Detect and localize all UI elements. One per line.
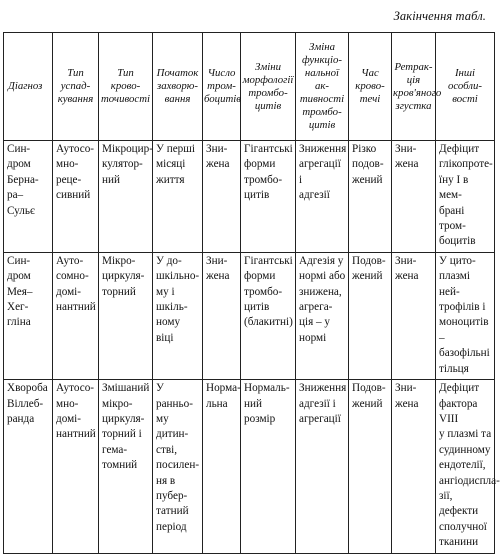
cell-bleeding-time: Подов- жений xyxy=(349,380,392,553)
cell-platelet-count: Зни- жена xyxy=(203,141,241,253)
header-other-features: Інші особли- вості xyxy=(436,33,495,141)
cell-platelet-count: Норма- льна xyxy=(203,380,241,553)
header-clot-retraction: Ретрак- ція кров'яного згустка xyxy=(392,33,436,141)
header-disease-onset: Початок захворю- вання xyxy=(153,33,203,141)
cell-other-features: Дефіцит глікопроте- їну І в мем- брані тром- боцитів xyxy=(436,141,495,253)
cell-clot-retraction: Зни- жена xyxy=(392,252,436,379)
cell-platelet-function: Адгезія у нормі або знижена, агрега- ція – у нормі xyxy=(296,252,349,379)
cell-bleeding-time: Подов- жений xyxy=(349,252,392,379)
table-continuation-caption: Закінчення табл. xyxy=(393,9,486,23)
cell-disease-onset: У перші місяці життя xyxy=(153,141,203,253)
cell-inheritance-type: Аутосо- мно-домі- нантний xyxy=(53,380,99,553)
cell-bleeding-type: Мікро- циркуля- торний xyxy=(99,252,153,379)
cell-platelet-morphology: Гігантські форми тромбо- цитів (блакитні) xyxy=(241,252,296,379)
cell-disease-onset: У ранньо- му дитин- стві, посилен- ня в пубер- татний період xyxy=(153,380,203,553)
cell-other-features: Дефіцит фактора VIII у плазмі та судинному ендотелії, ангіодиспла- зії, дефекти сполучної тканини xyxy=(436,380,495,553)
table-row xyxy=(4,380,495,553)
cell-diagnosis: Хвороба Віллеб- ранда xyxy=(4,380,53,553)
table-header-row xyxy=(4,33,495,141)
cell-clot-retraction: Зни- жена xyxy=(392,141,436,253)
cell-bleeding-type: Змішаний мікро- циркуля- торний і гема- томний xyxy=(99,380,153,553)
header-bleeding-type: Тип крово- точивості xyxy=(99,33,153,141)
cell-diagnosis: Син- дром Мея– Хег- гліна xyxy=(4,252,53,379)
cell-diagnosis: Син- дром Берна- ра– Сульє xyxy=(4,141,53,253)
header-platelet-morphology: Зміни морфології тромбо- цитів xyxy=(241,33,296,141)
header-platelet-count: Число тром- боцитів xyxy=(203,33,241,141)
table-row xyxy=(4,252,495,379)
cell-platelet-function: Зниження адгезії і агрегації xyxy=(296,380,349,553)
header-inheritance-type: Тип успад- кування xyxy=(53,33,99,141)
cell-inheritance-type: Ауто- сомно- домі- нантний xyxy=(53,252,99,379)
cell-clot-retraction: Зни- жена xyxy=(392,380,436,553)
cell-platelet-morphology: Гігантські форми тромбо- цитів xyxy=(241,141,296,253)
cell-platelet-morphology: Нормаль- ний розмір xyxy=(241,380,296,553)
table-row xyxy=(4,141,495,253)
cell-bleeding-type: Мікроцир- кулятор- ний xyxy=(99,141,153,253)
cell-disease-onset: У до- шкільно- му і шкіль- ному віці xyxy=(153,252,203,379)
cell-inheritance-type: Аутосо- мно-реце- сивний xyxy=(53,141,99,253)
platelet-disorders-table xyxy=(3,32,500,554)
cell-platelet-function: Зниження агрегації і адгезії xyxy=(296,141,349,253)
header-platelet-function: Зміна функціо- нальної ак- тивності тромбо- цитів xyxy=(296,33,349,141)
cell-other-features: У цито- плазмі ней- трофілів і моноцитів – базофільні тільця xyxy=(436,252,495,379)
cell-bleeding-time: Різко подов- жений xyxy=(349,141,392,253)
header-bleeding-time: Час крово- течі xyxy=(349,33,392,141)
cell-platelet-count: Зни- жена xyxy=(203,252,241,379)
header-diagnosis: Діагноз xyxy=(4,33,53,141)
